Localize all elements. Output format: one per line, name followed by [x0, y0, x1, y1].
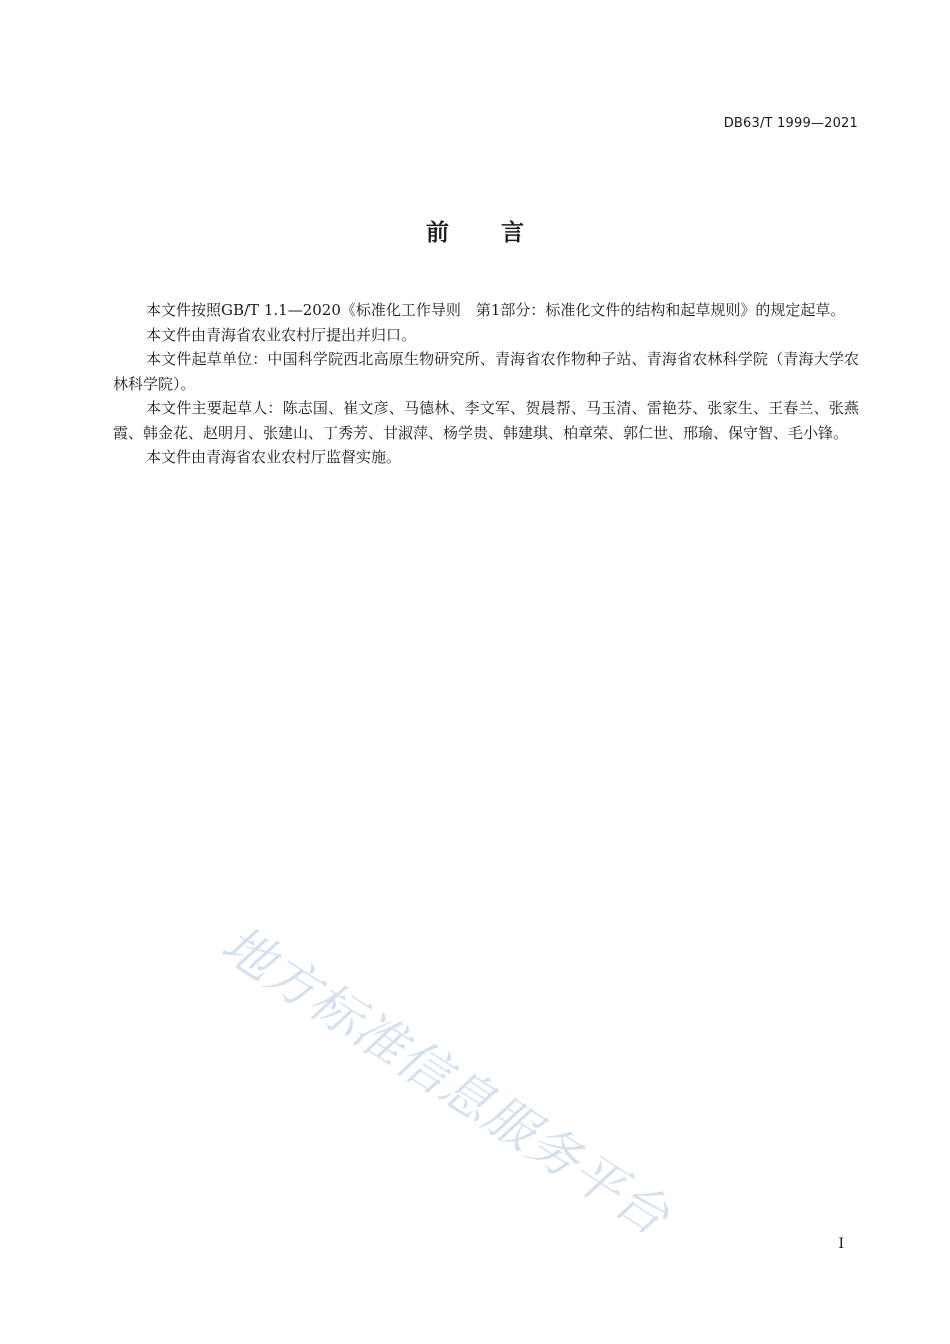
paragraph-proposer: 本文件由青海省农业农村厅提出并归口。 — [146, 325, 417, 344]
page-number: I — [838, 1236, 844, 1252]
title-char-1: 前 — [426, 220, 449, 246]
title-char-2: 言 — [501, 220, 524, 246]
paragraph-supervision: 本文件由青海省农业农村厅监督实施。 — [146, 448, 402, 466]
watermark: 地方标准信息服务平台 — [210, 914, 680, 1248]
paragraph-drafters: 本文件主要起草人：陈志国、崔文彦、马德林、李文军、贺晨帮、马玉清、雷艳芬、张家生、王春兰、张燕霞、韩金花、赵明月、张建山、丁秀芳、甘淑萍、杨学贵、韩建琪、柏章荣、郭仁世、邢瑜、保守智、毛小锋。 — [113, 399, 859, 442]
foreword-body — [113, 298, 859, 470]
paragraph-drafting-units: 本文件起草单位：中国科学院西北高原生物研究所、青海省农作物种子站、青海省农林科学院（青海大学农林科学院）。 — [113, 350, 859, 393]
document-code: DB63/T 1999—2021 — [723, 116, 858, 131]
paragraph-drafting-basis: 本文件按照GB/T 1.1—2020《标准化工作导则 第1部分：标准化文件的结构和起草规则》的规定起草。 — [146, 301, 846, 319]
page-title — [0, 214, 950, 247]
